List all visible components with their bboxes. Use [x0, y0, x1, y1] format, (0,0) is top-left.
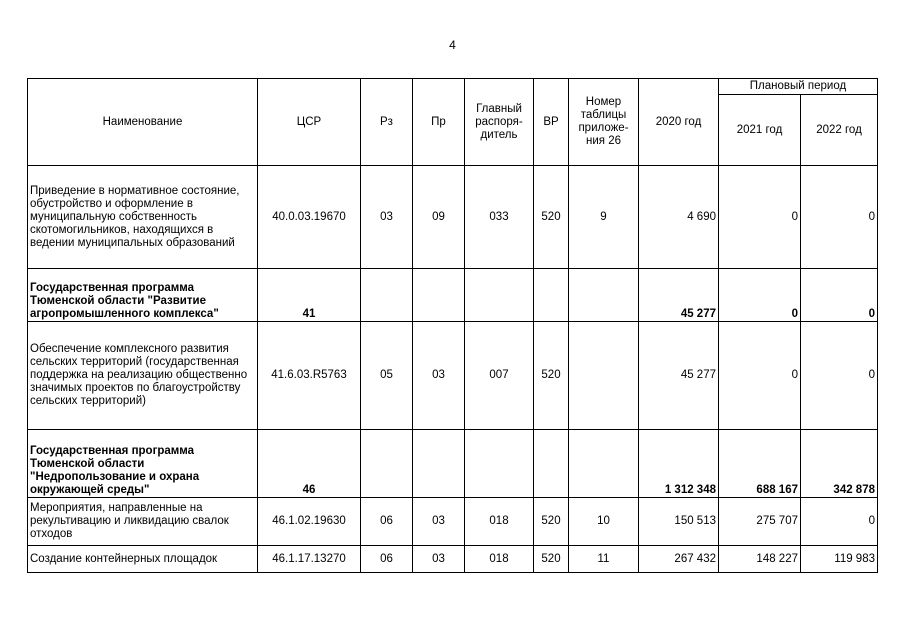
row-pr — [413, 269, 465, 322]
row-rz — [361, 430, 413, 498]
row-vr: 520 — [534, 498, 569, 546]
row-2021: 0 — [719, 322, 801, 430]
row-table-number: 9 — [569, 166, 639, 269]
row-vr: 520 — [534, 322, 569, 430]
row-name: Обеспечение комплексного развития сельских территорий (государственная поддержка на реализацию общественно значимых проектов по благоустройству сельских территорий) — [28, 322, 258, 430]
row-table-number — [569, 269, 639, 322]
row-csr: 41 — [258, 269, 361, 322]
row-2022: 342 878 — [801, 430, 878, 498]
row-table-number: 10 — [569, 498, 639, 546]
row-2022: 0 — [801, 166, 878, 269]
row-pr: 03 — [413, 322, 465, 430]
row-pr: 09 — [413, 166, 465, 269]
row-csr: 46.1.02.19630 — [258, 498, 361, 546]
header-name: Наименование — [28, 79, 258, 166]
table-row — [28, 498, 878, 546]
table-row — [28, 269, 878, 322]
row-2020: 1 312 348 — [639, 430, 719, 498]
row-table-number: 11 — [569, 546, 639, 573]
header-row-1 — [28, 79, 878, 95]
row-gr: 018 — [465, 498, 534, 546]
table-row — [28, 546, 878, 573]
table-row — [28, 430, 878, 498]
row-2020: 45 277 — [639, 322, 719, 430]
page-number: 4 — [449, 38, 456, 52]
row-pr — [413, 430, 465, 498]
row-gr: 033 — [465, 166, 534, 269]
budget-table — [27, 78, 878, 573]
row-rz: 06 — [361, 498, 413, 546]
row-2021: 275 707 — [719, 498, 801, 546]
row-vr: 520 — [534, 166, 569, 269]
row-name: Государственная программа Тюменской области "Развитие агропромышленного комплекса" — [28, 269, 258, 322]
header-2020: 2020 год — [639, 79, 719, 166]
row-vr: 520 — [534, 546, 569, 573]
header-pr: Пр — [413, 79, 465, 166]
row-pr: 03 — [413, 546, 465, 573]
row-gr: 007 — [465, 322, 534, 430]
row-2022: 0 — [801, 498, 878, 546]
row-table-number — [569, 430, 639, 498]
row-rz: 05 — [361, 322, 413, 430]
row-2021: 148 227 — [719, 546, 801, 573]
row-csr: 40.0.03.19670 — [258, 166, 361, 269]
row-2020: 4 690 — [639, 166, 719, 269]
row-rz — [361, 269, 413, 322]
row-name: Приведение в нормативное состояние, обустройство и оформление в муниципальную собственность скотомогильников, находящихся в ведении муниципальных образований — [28, 166, 258, 269]
row-csr: 46.1.17.13270 — [258, 546, 361, 573]
header-2022: 2022 год — [801, 95, 878, 166]
table-row — [28, 322, 878, 430]
row-2021: 688 167 — [719, 430, 801, 498]
row-rz: 06 — [361, 546, 413, 573]
row-2020: 45 277 — [639, 269, 719, 322]
row-2022: 0 — [801, 269, 878, 322]
row-gr: 018 — [465, 546, 534, 573]
row-table-number — [569, 322, 639, 430]
row-2021: 0 — [719, 269, 801, 322]
table-row — [28, 166, 878, 269]
header-planned-period: Плановый период — [719, 79, 878, 95]
row-2022: 0 — [801, 322, 878, 430]
header-vr: ВР — [534, 79, 569, 166]
row-pr: 03 — [413, 498, 465, 546]
header-main-manager: Главный распоря-дитель — [465, 79, 534, 166]
header-csr: ЦСР — [258, 79, 361, 166]
row-gr — [465, 430, 534, 498]
row-2021: 0 — [719, 166, 801, 269]
header-rz: Рз — [361, 79, 413, 166]
row-gr — [465, 269, 534, 322]
row-csr: 41.6.03.R5763 — [258, 322, 361, 430]
row-rz: 03 — [361, 166, 413, 269]
row-2020: 267 432 — [639, 546, 719, 573]
row-2020: 150 513 — [639, 498, 719, 546]
row-vr — [534, 269, 569, 322]
row-name: Государственная программа Тюменской области "Недропользование и охрана окружающей среды" — [28, 430, 258, 498]
row-name: Мероприятия, направленные на рекультивацию и ликвидацию свалок отходов — [28, 498, 258, 546]
header-table-number: Номер таблицы приложе-ния 26 — [569, 79, 639, 166]
row-2022: 119 983 — [801, 546, 878, 573]
row-name: Создание контейнерных площадок — [28, 546, 258, 573]
row-csr: 46 — [258, 430, 361, 498]
row-vr — [534, 430, 569, 498]
header-2021: 2021 год — [719, 95, 801, 166]
